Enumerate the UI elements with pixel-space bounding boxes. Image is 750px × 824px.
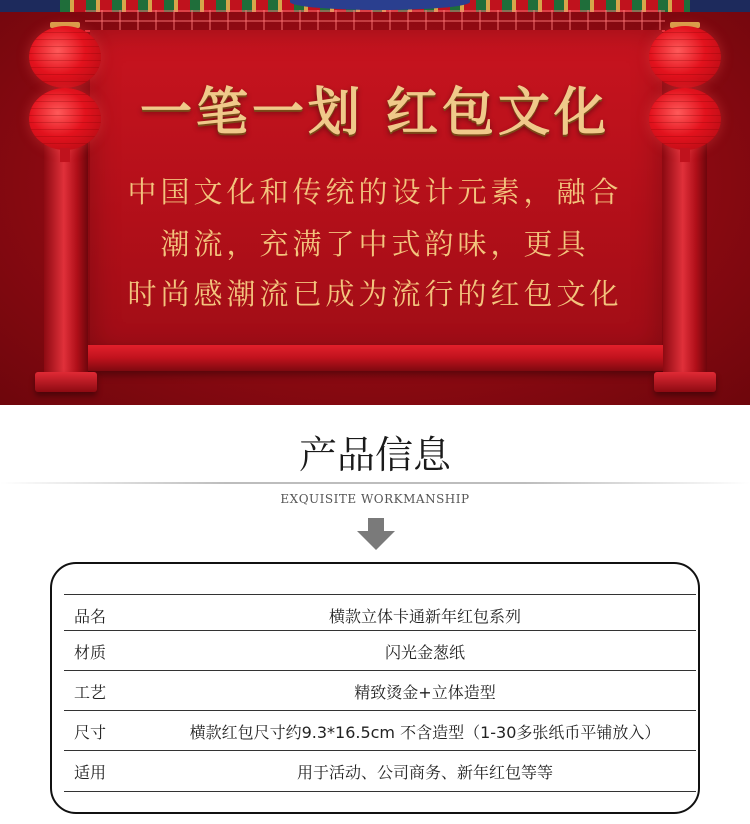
banner-text-line: 中国文化和传统的设计元素，融合 [127,175,623,209]
section-title: 产品信息 [298,433,451,477]
lantern-tassel [60,148,70,162]
lattice-frieze [85,10,665,32]
row-label: 品名 [74,607,107,626]
row-label: 工艺 [74,683,107,702]
right-pillar-base [654,372,716,392]
lantern-tassel [680,148,690,162]
row-value: 用于活动、公司商务、新年红包等等 [296,763,553,782]
row-value: 横款红包尺寸约9.3*16.5cm 不含造型（1-30多张纸币平铺放入） [189,723,661,742]
left-pillar-base [35,372,97,392]
row-value: 横款立体卡通新年红包系列 [328,607,521,626]
section-divider [0,482,750,484]
row-label: 材质 [74,643,107,662]
row-label: 尺寸 [74,723,107,742]
banner-text-line: 时尚感潮流已成为流行的红包文化 [127,277,623,311]
table-row [64,670,696,711]
section-subtitle: EXQUISITE WORKMANSHIP [280,492,470,506]
row-label: 适用 [74,763,107,782]
hero-banner [0,0,750,405]
table-row [64,594,696,635]
banner-title: 一笔一划 红包文化 [139,82,611,143]
banner-text-line: 潮流，充满了中式韵味，更具 [160,227,590,261]
row-value: 精致烫金+立体造型 [354,683,496,702]
table-row [64,750,696,792]
scroll-rod [82,345,668,371]
product-info-table [50,562,700,814]
down-arrow-icon [357,518,395,550]
table-row [64,630,696,671]
row-value: 闪光金葱纸 [384,643,465,662]
table-row [64,710,696,751]
